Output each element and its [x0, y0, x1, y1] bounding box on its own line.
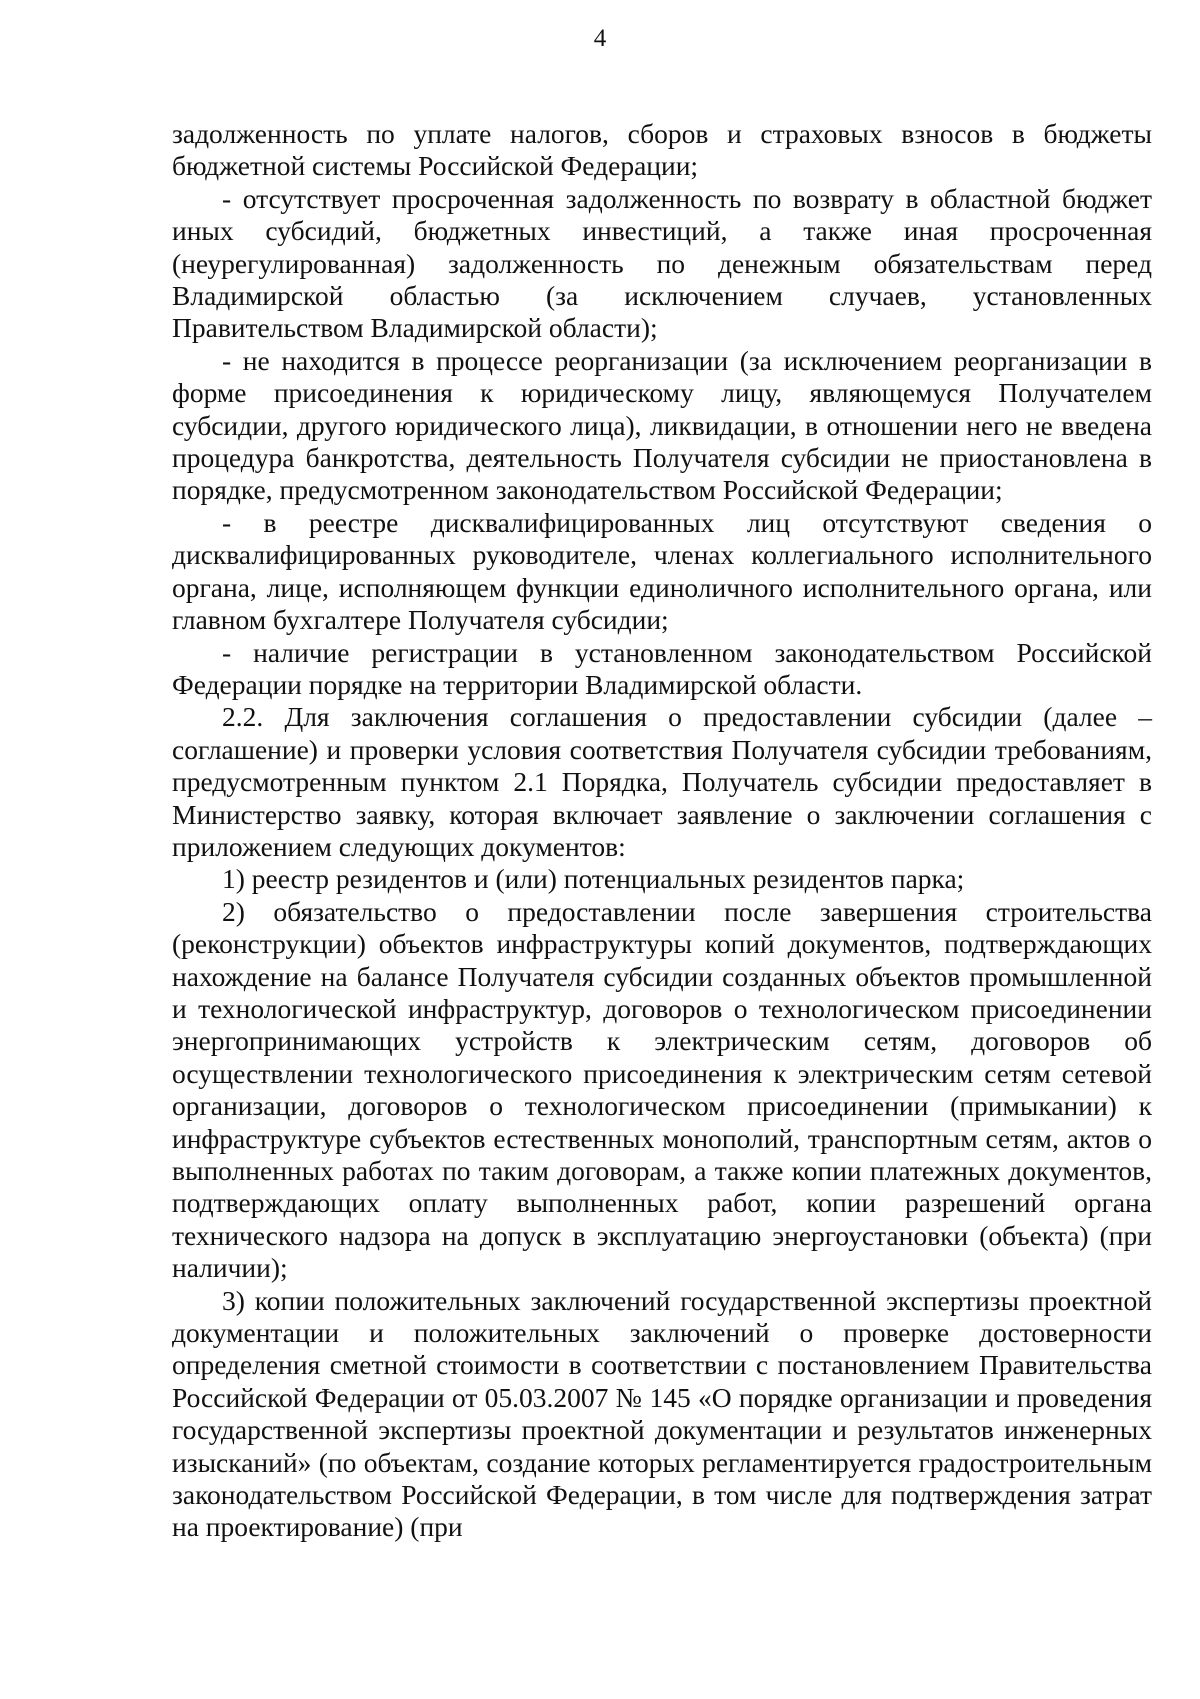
paragraph-item-2: 2) обязательство о предоставлении после завершения строительства (реконструкции) объектов инфраструктуры копий документов, подтверждающих нахождение на балансе Получателя субсидии созданных объектов промышленной и технологической инфраструктур, договоров о технологическом присоединении энергопринимающих устройств к электрическим сетям, договоров об осуществлении технологического присоединения к электрическим сетям сетевой организации, договоров о технологическом присоединении (примыкании) к инфраструктуре субъектов естественных монополий, транспортным сетям, актов о выполненных работах по таким договорам, а также копии платежных документов, подтверждающих оплату выполненных работ, копии разрешений органа технического надзора на допуск в эксплуатацию энергоустановки (объекта) (при наличии); — [172, 895, 1152, 1284]
document-body — [172, 118, 1152, 1544]
paragraph-disqualified-persons: - в реестре дисквалифицированных лиц отсутствуют сведения о дисквалифицированных руководителе, членах коллегиального исполнительного органа, лице, исполняющем функции единоличного исполнительного органа, или главном бухгалтере Получателя субсидии; — [172, 506, 1152, 636]
paragraph-item-3: 3) копии положительных заключений государственной экспертизы проектной документации и положительных заключений о проверке достоверности определения сметной стоимости в соответствии с постановлением Правительства Российской Федерации от 05.03.2007 № 145 «О порядке организации и проведения государственной экспертизы проектной документации и результатов инженерных изысканий» (по объектам, создание которых регламентируется градостроительным законодательством Российской Федерации, в том числе для подтверждения затрат на проектирование) (при — [172, 1284, 1152, 1543]
paragraph-overdue-debt: - отсутствует просроченная задолженность по возврату в областной бюджет иных субсидий, бюджетных инвестиций, а также иная просроченная (неурегулированная) задолженность по денежным обязательствам перед Владимирской областью (за исключением случаев, установленных Правительством Владимирской области); — [172, 182, 1152, 344]
paragraph-section-2-2: 2.2. Для заключения соглашения о предоставлении субсидии (далее – соглашение) и проверки условия соответствия Получателя субсидии требованиям, предусмотренным пунктом 2.1 Порядка, Получатель субсидии предоставляет в Министерство заявку, которая включает заявление о заключении соглашения с приложением следующих документов: — [172, 701, 1152, 862]
paragraph-item-1: 1) реестр резидентов и (или) потенциальных резидентов парка; — [222, 863, 965, 895]
paragraph-reorganization: - не находится в процессе реорганизации (за исключением реорганизации в форме присоединения к юридическому лицу, являющемуся Получателем субсидии, другого юридического лица), ликвидации, в отношении него не введена процедура банкротства, деятельность Получателя субсидии не приостановлена в порядке, предусмотренном законодательством Российской Федерации; — [172, 344, 1152, 506]
paragraph-registration: - наличие регистрации в установленном законодательством Российской Федерации порядке на территории Владимирской области. — [172, 636, 1152, 700]
page-number: 4 — [593, 25, 607, 52]
paragraph-tax-debt: задолженность по уплате налогов, сборов и страховых взносов в бюджеты бюджетной системы Российской Федерации; — [172, 118, 1152, 182]
